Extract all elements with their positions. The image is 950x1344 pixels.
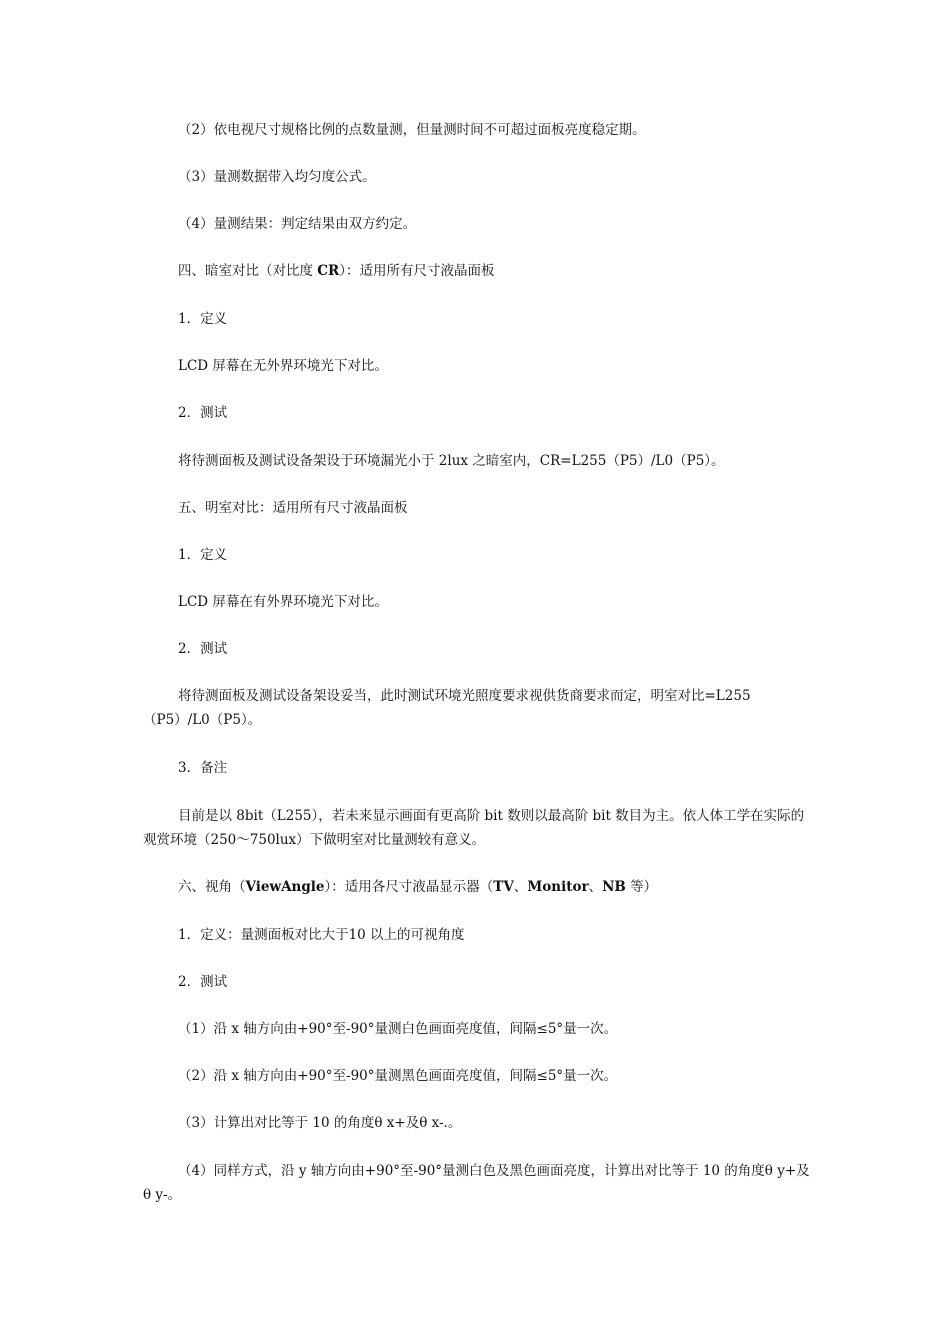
- heading-text: ）：适用各尺寸液晶显示器（: [324, 879, 494, 895]
- section-heading-dark-room-contrast: [178, 260, 495, 282]
- subheading: 1．定义: [178, 547, 228, 563]
- paragraph: LCD 屏幕在无外界环境光下对比。: [178, 358, 388, 374]
- heading-bold-text: CR: [317, 263, 340, 279]
- paragraph: （2）依电视尺寸规格比例的点数量测，但量测时间不可超过面板亮度稳定期。: [178, 122, 646, 138]
- heading-text: ）：适用所有尺寸液晶面板: [339, 263, 495, 279]
- subheading: 1．定义：量测面板对比大于10 以上的可视角度: [178, 927, 465, 943]
- section-heading-bright-room-contrast: 五、明室对比：适用所有尺寸液晶面板: [178, 500, 408, 516]
- heading-text: 六、视角（: [178, 879, 246, 895]
- heading-text: 、: [588, 879, 603, 895]
- list-item: （2）沿 x 轴方向由+90°至-90°量测黑色画面亮度值，间隔≤5°量一次。: [178, 1068, 618, 1084]
- paragraph: 将待测面板及测试设备架设妥当，此时测试环境光照度要求视供货商要求而定，明室对比=L255（P5）/L0（P5）。: [143, 688, 751, 728]
- paragraph: （4）量测结果：判定结果由双方约定。: [178, 216, 417, 232]
- heading-bold-text: ViewAngle: [245, 879, 325, 895]
- list-item: （3）计算出对比等于 10 的角度θ x+及θ x-.。: [178, 1115, 462, 1131]
- subheading: 1．定义: [178, 311, 228, 327]
- subheading: 2．测试: [178, 405, 228, 421]
- list-item: （1）沿 x 轴方向由+90°至-90°量测白色画面亮度值，间隔≤5°量一次。: [178, 1021, 618, 1037]
- paragraph: 目前是以 8bit（L255），若未来显示画面有更高阶 bit 数则以最高阶 bit 数目为主。依人体工学在实际的观赏环境（250～750lux）下做明室对比量测较有意义。: [143, 808, 805, 848]
- paragraph: 将待测面板及测试设备架设于环境漏光小于 2lux 之暗室内，CR=L255（P5）/L0（P5）。: [178, 453, 725, 469]
- subheading: 3．备注: [178, 760, 228, 776]
- heading-text: 等）: [625, 879, 658, 895]
- section-heading-view-angle: [178, 876, 657, 898]
- paragraph: （3）量测数据带入均匀度公式。: [178, 169, 376, 185]
- subheading: 2．测试: [178, 641, 228, 657]
- heading-bold-text: Monitor: [527, 879, 589, 895]
- heading-bold-text: NB: [602, 879, 626, 895]
- heading-text: 、: [513, 879, 528, 895]
- paragraph: LCD 屏幕在有外界环境光下对比。: [178, 594, 388, 610]
- heading-bold-text: TV: [493, 879, 514, 895]
- list-item: （4）同样方式，沿 y 轴方向由+90°至-90°量测白色及黑色画面亮度，计算出对比等于 10 的角度θ y+及θ y-。: [143, 1163, 810, 1203]
- heading-text: 四、暗室对比（对比度: [178, 263, 318, 279]
- subheading: 2．测试: [178, 974, 228, 990]
